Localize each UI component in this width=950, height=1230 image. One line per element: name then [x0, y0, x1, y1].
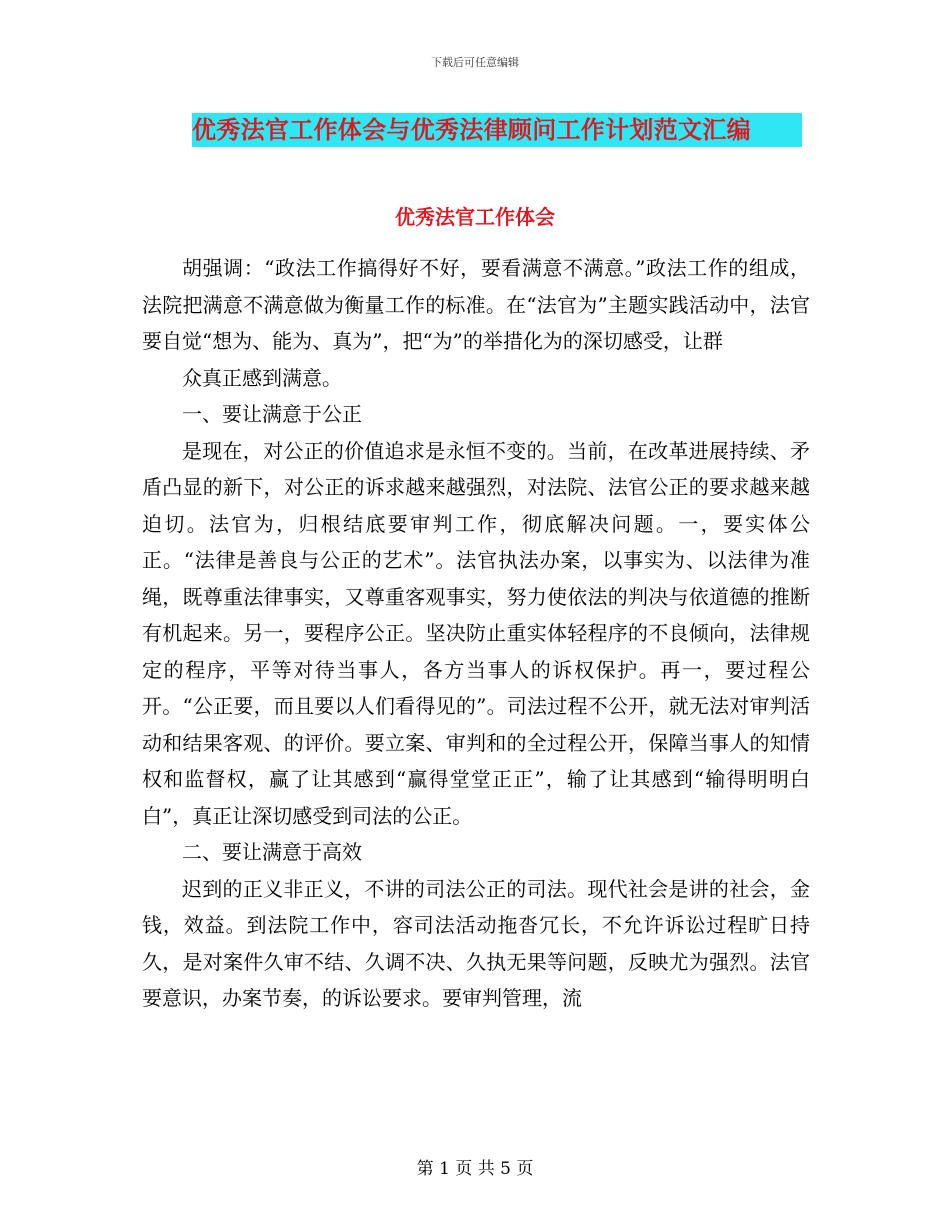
paragraph: 是现在，对公正的价值追求是永恒不变的。当前，在改革进展持续、矛盾凸显的新下，对公正的诉求越来越强烈，对法院、法官公正的要求越来越迫切。法官为，归根结底要审判工作，彻底解决问题。一，要实体公正。“法律是善良与公正的艺术”。法官执法办案，以事实为、以法律为准绳，既尊重法律事实，又尊重客观事实，努力使依法的判决与依道德的推断有机起来。另一，要程序公正。坚决防止重实体轻程序的不良倾向，法律规定的程序，平等对待当事人，各方当事人的诉权保护。再一，要过程公开。“公正要，而且要以人们看得见的”。司法过程不公开，就无法对审判活动和结果客观、的评价。要立案、审判和的全过程公开，保障当事人的知情权和监督权，赢了让其感到“赢得堂堂正正”，输了让其感到“输得明明白白”，真正让深切感受到司法的公正。: [142, 438, 810, 828]
paragraph: 迟到的正义非正义，不讲的司法公正的司法。现代社会是讲的社会，金钱，效益。到法院工作中，容司法活动拖沓冗长，不允许诉讼过程旷日持久，是对案件久审不结、久调不决、久执无果等问题，反映尤为强烈。法官要意识，办案节奏，的诉讼要求。要审判管理，流: [142, 876, 810, 1010]
paragraph-heading: 二、要让满意于高效: [182, 840, 362, 864]
paragraph: 胡强调：“政法工作搞得好不好，要看满意不满意。”政法工作的组成，法院把满意不满意做为衡量工作的标准。在“法官为”主题实践活动中，法官要自觉“想为、能为、真为”，把“为”的举措化为的深切感受，让群: [142, 256, 810, 353]
section-title: 优秀法官工作体会: [395, 205, 555, 229]
header-note: 下载后可任意编辑: [431, 56, 519, 69]
paragraph-heading: 一、要让满意于公正: [182, 402, 362, 426]
body-text: [142, 250, 810, 1017]
document-title: 优秀法官工作体会与优秀法律顾问工作计划范文汇编: [192, 113, 802, 147]
paragraph: 众真正感到满意。: [182, 365, 342, 390]
page-footer: 第 1 页 共 5 页: [416, 1159, 534, 1179]
